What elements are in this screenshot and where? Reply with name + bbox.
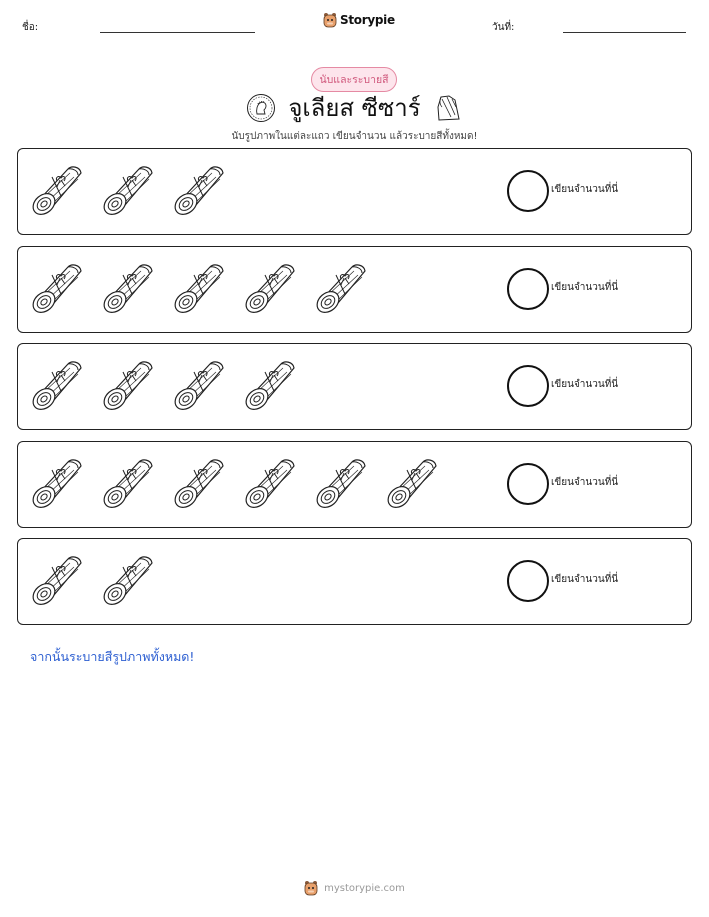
scroll-icon[interactable] — [385, 452, 441, 514]
scroll-icon[interactable] — [101, 549, 157, 611]
scroll-icon[interactable] — [243, 452, 299, 514]
scroll-icon[interactable] — [30, 257, 86, 319]
storypie-mascot-icon — [304, 880, 318, 896]
scroll-icon[interactable] — [30, 159, 86, 221]
count-row — [17, 343, 692, 430]
date-field[interactable] — [563, 32, 686, 33]
count-row — [17, 441, 692, 528]
scroll-icon[interactable] — [101, 452, 157, 514]
scroll-icon[interactable] — [30, 549, 86, 611]
brand-name: Storypie — [340, 13, 395, 27]
name-field[interactable] — [100, 32, 255, 33]
scroll-icon[interactable] — [101, 354, 157, 416]
scroll-icon[interactable] — [172, 452, 228, 514]
scroll-icon[interactable] — [314, 257, 370, 319]
activity-badge: นับและระบายสี — [311, 67, 397, 92]
instructions: นับรูปภาพในแต่ละแถว เขียนจำนวน แล้วระบายสีทั้งหมด! — [231, 131, 478, 142]
count-row — [17, 148, 692, 235]
answer-circle[interactable] — [507, 463, 549, 505]
date-label: วันที่: — [492, 22, 515, 33]
page-title: จูเลียส ซีซาร์ — [288, 94, 421, 122]
answer-circle[interactable] — [507, 268, 549, 310]
answer-circle[interactable] — [507, 170, 549, 212]
footer — [0, 880, 709, 896]
footer-note: จากนั้นระบายสีรูปภาพทั้งหมด! — [30, 649, 195, 664]
scroll-icon[interactable] — [101, 257, 157, 319]
storypie-mascot-icon — [323, 12, 337, 28]
answer-circle[interactable] — [507, 560, 549, 602]
scroll-icon[interactable] — [243, 257, 299, 319]
answer-hint: เขียนจำนวนที่นี่ — [551, 379, 619, 390]
scroll-icon[interactable] — [172, 354, 228, 416]
name-label: ชื่อ: — [22, 22, 39, 33]
scroll-icon[interactable] — [314, 452, 370, 514]
scroll-icon[interactable] — [243, 354, 299, 416]
footer-url: mystorypie.com — [324, 882, 405, 894]
answer-circle[interactable] — [507, 365, 549, 407]
scroll-icon[interactable] — [172, 159, 228, 221]
caesar-coin-icon — [246, 93, 276, 123]
title-row — [0, 88, 709, 127]
toga-icon — [433, 93, 463, 123]
count-row — [17, 538, 692, 625]
answer-hint: เขียนจำนวนที่นี่ — [551, 574, 619, 585]
answer-hint: เขียนจำนวนที่นี่ — [551, 184, 619, 195]
scroll-icon[interactable] — [30, 452, 86, 514]
brand-logo — [323, 12, 395, 28]
scroll-icon[interactable] — [172, 257, 228, 319]
count-row — [17, 246, 692, 333]
scroll-icon[interactable] — [101, 159, 157, 221]
answer-hint: เขียนจำนวนที่นี่ — [551, 281, 619, 293]
scroll-icon[interactable] — [30, 354, 86, 416]
answer-hint: เขียนจำนวนที่นี่ — [551, 476, 619, 488]
